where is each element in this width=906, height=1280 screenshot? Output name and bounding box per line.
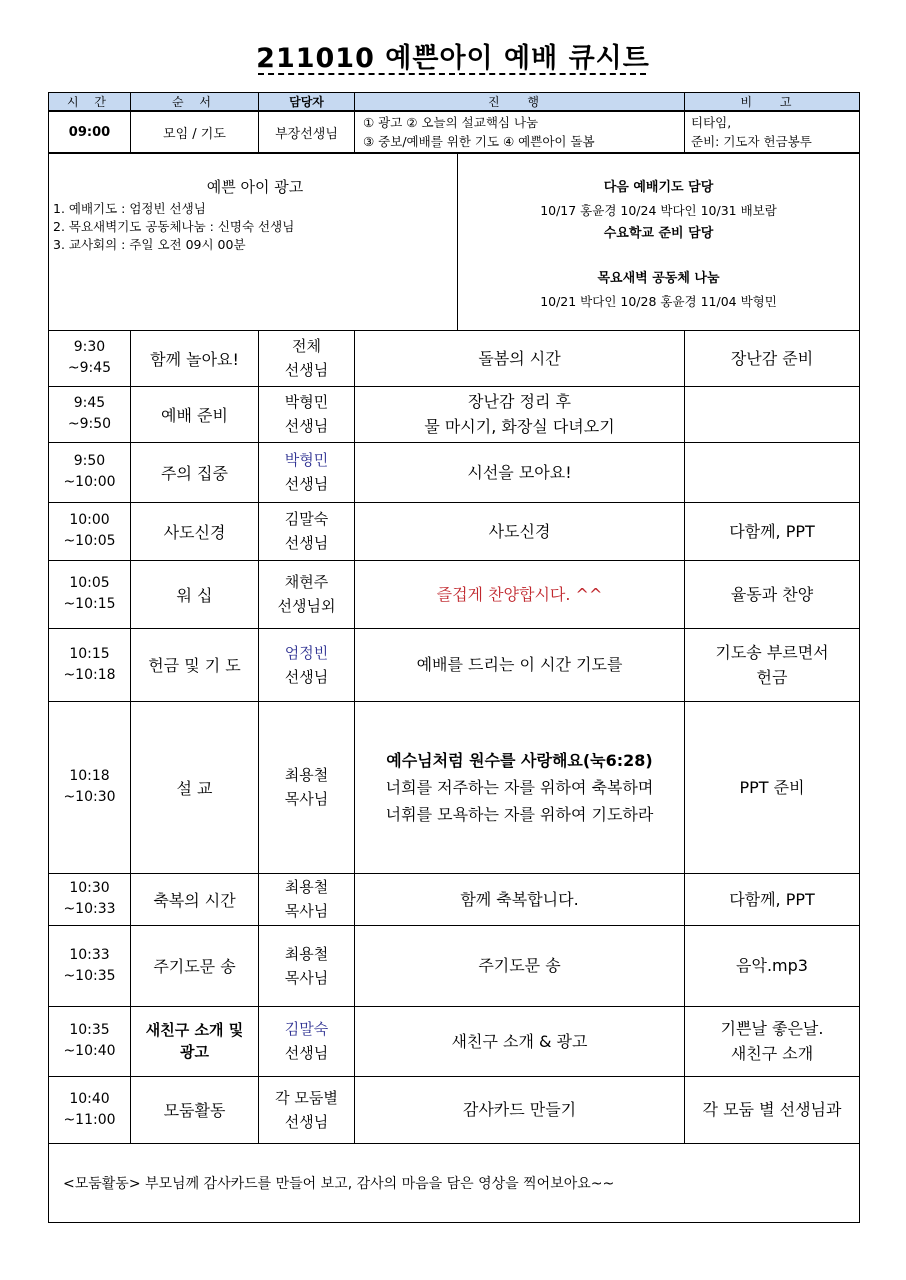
cell-line: 최용철 bbox=[284, 944, 329, 963]
cell-line: ~10:40 bbox=[63, 1043, 116, 1059]
table-row bbox=[49, 386, 860, 442]
order-cell: 사도신경 bbox=[131, 502, 259, 560]
header-order: 순 서 bbox=[131, 93, 259, 112]
order-cell: 설 교 bbox=[131, 701, 259, 873]
progress-line: ③ 중보/예배를 위한 기도 ④ 예쁜아이 돌봄 bbox=[363, 134, 595, 149]
progress-cell: 돌봄의 시간 bbox=[355, 330, 685, 386]
cue-sheet-table bbox=[48, 92, 860, 1223]
cell-line: 물 마시기, 화장실 다녀오기 bbox=[424, 417, 615, 436]
cell-line: 채현주 bbox=[284, 573, 329, 591]
table-row bbox=[49, 560, 860, 628]
cell-line: ~10:18 bbox=[63, 666, 116, 683]
note-cell: 음악.mp3 bbox=[685, 925, 860, 1006]
cell-line: 헌금 bbox=[756, 667, 788, 687]
thu-duty-heading: 목요새벽 공동체 나눔 bbox=[597, 271, 720, 286]
note-cell bbox=[685, 111, 860, 153]
announcement-heading: 예쁜 아이 광고 bbox=[206, 178, 304, 196]
note-cell: 각 모둠 별 선생님과 bbox=[685, 1076, 860, 1143]
note-cell bbox=[685, 628, 860, 701]
cell-line: 9:50 bbox=[73, 453, 106, 469]
cell-line: 목사님 bbox=[284, 968, 329, 987]
header-time: 시 간 bbox=[49, 93, 131, 112]
cell-line: 선생님 bbox=[284, 361, 329, 379]
time-cell bbox=[49, 330, 131, 386]
order-cell: 축복의 시간 bbox=[131, 873, 259, 925]
cell-line: 10:33 bbox=[69, 946, 110, 963]
cell-line: 엄정빈 bbox=[284, 643, 329, 662]
cell-line: 김말숙 bbox=[284, 1020, 329, 1038]
thu-duty-list: 10/21 박다인 10/28 홍윤경 11/04 박형민 bbox=[540, 294, 777, 309]
cell-line: ~9:50 bbox=[67, 416, 112, 432]
note-cell: PPT 준비 bbox=[685, 701, 860, 873]
table-row bbox=[49, 330, 860, 386]
cell-line: 너휘를 모욕하는 자를 위하여 기도하라 bbox=[385, 804, 654, 824]
duty-panel bbox=[458, 153, 860, 330]
person-cell bbox=[259, 560, 355, 628]
order-cell: 함께 놀아요! bbox=[131, 330, 259, 386]
cell-line: ~10:35 bbox=[63, 967, 116, 984]
time-cell bbox=[49, 502, 131, 560]
table-row bbox=[49, 1076, 860, 1143]
announcement-item: 2. 목요새벽기도 공동체나눔 : 신명숙 선생님 bbox=[53, 219, 295, 234]
cell-line: 최용철 bbox=[284, 878, 329, 896]
cell-line: ~10:00 bbox=[63, 474, 116, 490]
order-cell: 모둠활동 bbox=[131, 1076, 259, 1143]
cell-line: 기쁜날 좋은날. bbox=[720, 1019, 824, 1038]
person-cell bbox=[259, 701, 355, 873]
order-cell: 예배 준비 bbox=[131, 386, 259, 442]
note-line: 준비: 기도자 헌금봉투 bbox=[691, 134, 812, 149]
cell-line: 새친구 소개 및 bbox=[145, 1021, 244, 1039]
announcement-item: 1. 예배기도 : 엄정빈 선생님 bbox=[53, 201, 206, 216]
prayer-duty-list: 10/17 홍윤경 10/24 박다인 10/31 배보람 bbox=[540, 203, 777, 218]
person-cell bbox=[259, 1006, 355, 1076]
header-person: 담당자 bbox=[259, 93, 355, 112]
cell-line: 최용철 bbox=[284, 766, 329, 784]
progress-cell: 즐겁게 찬양합시다. ^^ bbox=[355, 560, 685, 628]
cell-line: ~9:45 bbox=[67, 360, 112, 376]
table-row bbox=[49, 701, 860, 873]
cell-line: 선생님외 bbox=[277, 597, 336, 615]
progress-cell: 시선을 모아요! bbox=[355, 442, 685, 502]
order-cell: 주기도문 송 bbox=[131, 925, 259, 1006]
cell-line: 새친구 소개 bbox=[730, 1044, 814, 1063]
footer-row bbox=[49, 1143, 860, 1222]
progress-cell: 함께 축복합니다. bbox=[355, 873, 685, 925]
header-progress: 진 행 bbox=[355, 93, 685, 112]
progress-cell: 사도신경 bbox=[355, 502, 685, 560]
progress-cell: 예배를 드리는 이 시간 기도를 bbox=[355, 628, 685, 701]
time-cell bbox=[49, 442, 131, 502]
cell-line: ~10:33 bbox=[63, 901, 116, 917]
cell-line: 기도송 부르면서 bbox=[715, 642, 829, 662]
cell-line: 전체 bbox=[292, 337, 321, 355]
cell-line: 선생님 bbox=[284, 667, 329, 686]
announcement-item: 3. 교사회의 : 주일 오전 09시 00분 bbox=[53, 237, 246, 252]
cell-line: 10:05 bbox=[69, 575, 110, 591]
cell-line: 선생님 bbox=[284, 1044, 329, 1062]
note-cell: 장난감 준비 bbox=[685, 330, 860, 386]
progress-cell: 주기도문 송 bbox=[355, 925, 685, 1006]
cell-line: 광고 bbox=[180, 1043, 209, 1061]
cell-line: 10:30 bbox=[69, 880, 110, 896]
cell-line: 각 모둠별 bbox=[275, 1088, 338, 1107]
note-line: 티타임, bbox=[691, 115, 732, 130]
title-underline bbox=[258, 73, 646, 75]
cell-line: 선생님 bbox=[284, 475, 329, 493]
table-row bbox=[49, 873, 860, 925]
cell-line: 9:30 bbox=[73, 339, 106, 355]
table-row bbox=[49, 1006, 860, 1076]
table-row bbox=[49, 502, 860, 560]
cell-line: 선생님 bbox=[284, 1112, 329, 1131]
note-cell bbox=[685, 1006, 860, 1076]
table-header-row bbox=[49, 93, 860, 112]
table-row bbox=[49, 111, 860, 153]
cell-line: 10:15 bbox=[69, 645, 110, 662]
progress-cell: 새친구 소개 & 광고 bbox=[355, 1006, 685, 1076]
cell-line: 10:40 bbox=[69, 1090, 110, 1107]
cell-line: 너희를 저주하는 자를 위하여 축복하며 bbox=[385, 777, 654, 797]
cell-line: ~10:05 bbox=[63, 533, 116, 549]
time-cell bbox=[49, 1076, 131, 1143]
note-cell bbox=[685, 442, 860, 502]
cell-line: ~10:15 bbox=[63, 596, 116, 612]
cell-line: 10:00 bbox=[69, 512, 110, 528]
header-note: 비 고 bbox=[685, 93, 860, 112]
progress-cell bbox=[355, 111, 685, 153]
order-cell: 헌금 및 기 도 bbox=[131, 628, 259, 701]
wed-duty-heading: 수요학교 준비 담당 bbox=[603, 226, 714, 241]
cell-line: 목사님 bbox=[284, 790, 329, 808]
cell-line: 장난감 정리 후 bbox=[468, 392, 571, 411]
cell-line: 10:35 bbox=[69, 1022, 110, 1038]
person-cell bbox=[259, 925, 355, 1006]
time-cell bbox=[49, 873, 131, 925]
person-cell bbox=[259, 502, 355, 560]
cell-line: 9:45 bbox=[73, 395, 106, 411]
person-cell bbox=[259, 1076, 355, 1143]
footer-note: <모둠활동> 부모님께 감사카드를 만들어 보고, 감사의 마음을 담은 영상을 찍어보아요~~ bbox=[49, 1143, 860, 1222]
person-cell: 부장선생님 bbox=[259, 111, 355, 153]
time-cell: 09:00 bbox=[49, 111, 131, 153]
page-title: 211010 예쁜아이 예배 큐시트 bbox=[256, 43, 650, 74]
person-cell bbox=[259, 628, 355, 701]
person-cell bbox=[259, 442, 355, 502]
cell-line: 선생님 bbox=[284, 534, 329, 552]
time-cell bbox=[49, 628, 131, 701]
time-cell bbox=[49, 386, 131, 442]
person-cell bbox=[259, 873, 355, 925]
progress-line: ① 광고 ② 오늘의 설교핵심 나눔 bbox=[363, 115, 539, 130]
note-cell: 다함께, PPT bbox=[685, 502, 860, 560]
note-cell bbox=[685, 386, 860, 442]
person-cell bbox=[259, 386, 355, 442]
table-row bbox=[49, 442, 860, 502]
time-cell bbox=[49, 560, 131, 628]
order-cell bbox=[131, 1006, 259, 1076]
cell-line: 목사님 bbox=[284, 902, 329, 920]
cell-line: 박형민 bbox=[284, 393, 329, 411]
cell-line: 김말숙 bbox=[284, 510, 329, 528]
announcement-row bbox=[49, 153, 860, 330]
cell-line bbox=[458, 245, 859, 267]
order-cell: 모임 / 기도 bbox=[131, 111, 259, 153]
table-row bbox=[49, 628, 860, 701]
order-cell: 워 십 bbox=[131, 560, 259, 628]
time-cell bbox=[49, 925, 131, 1006]
progress-cell bbox=[355, 701, 685, 873]
cell-line: ~11:00 bbox=[63, 1111, 116, 1128]
note-cell: 율동과 찬양 bbox=[685, 560, 860, 628]
cell-line: 박형민 bbox=[284, 451, 329, 469]
note-cell: 다함께, PPT bbox=[685, 873, 860, 925]
announcement-panel bbox=[49, 153, 458, 330]
cell-line: 10:18 bbox=[69, 768, 110, 784]
order-cell: 주의 집중 bbox=[131, 442, 259, 502]
person-cell bbox=[259, 330, 355, 386]
cell-line: ~10:30 bbox=[63, 789, 116, 805]
table-row bbox=[49, 925, 860, 1006]
progress-cell: 감사카드 만들기 bbox=[355, 1076, 685, 1143]
prayer-duty-heading: 다음 예배기도 담당 bbox=[603, 180, 714, 195]
cell-line: 선생님 bbox=[284, 417, 329, 435]
time-cell bbox=[49, 701, 131, 873]
time-cell bbox=[49, 1006, 131, 1076]
sermon-title: 예수님처럼 원수를 사랑해요(눅6:28) bbox=[386, 750, 653, 770]
progress-cell bbox=[355, 386, 685, 442]
